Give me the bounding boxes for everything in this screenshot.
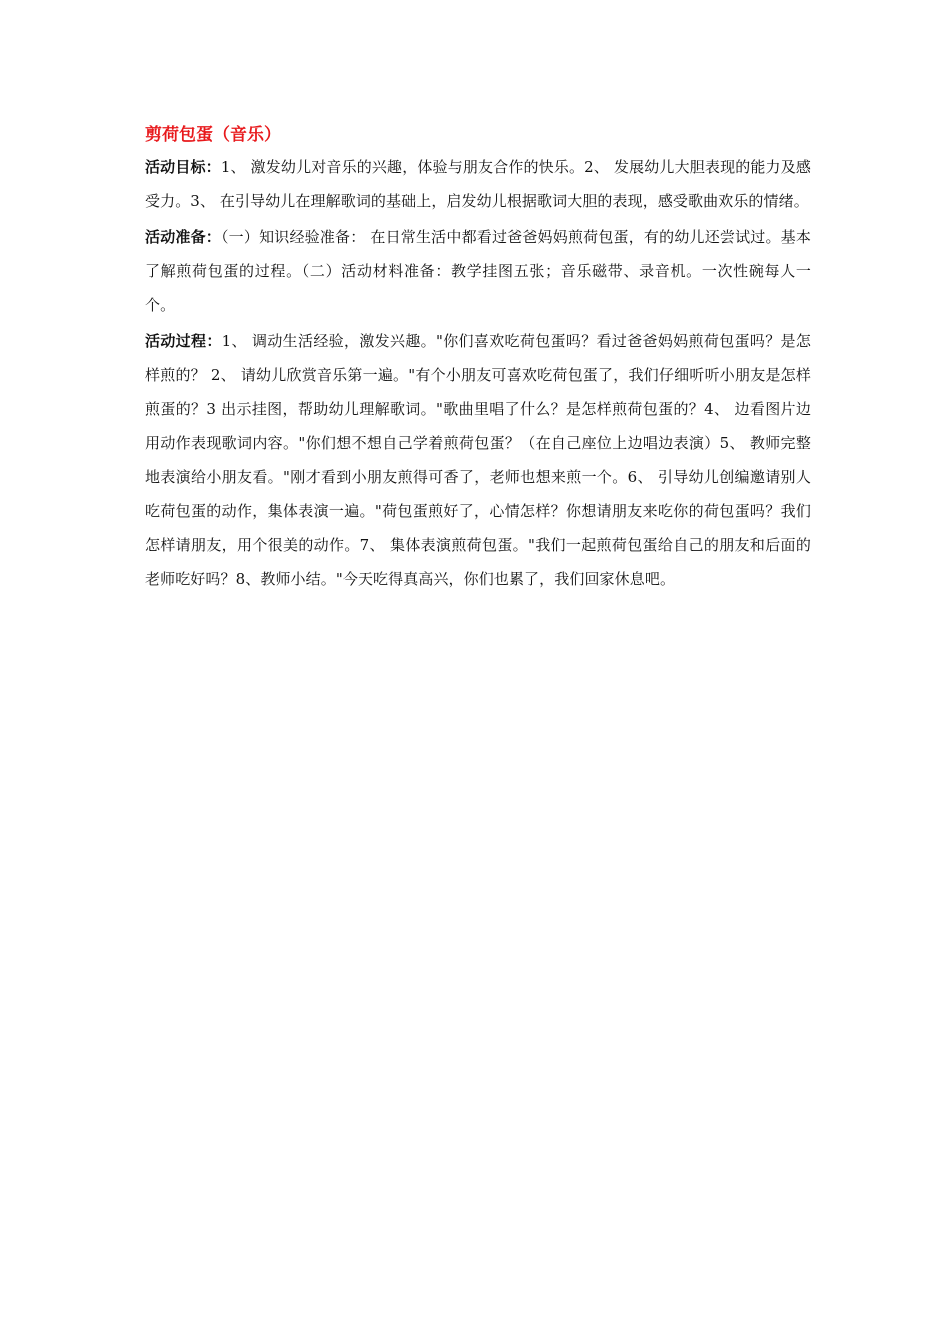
- section-preparation-label: 活动准备：: [145, 228, 221, 246]
- section-goals: [145, 150, 811, 218]
- section-preparation: [145, 220, 811, 322]
- document-page: [145, 120, 811, 598]
- section-process-text: 1、 调动生活经验，激发兴趣。"你们喜欢吃荷包蛋吗？看过爸爸妈妈煎荷包蛋吗？是怎样煎的？ 2、 请幼儿欣赏音乐第一遍。"有个小朋友可喜欢吃荷包蛋了，我们仔细听听小朋友是怎样煎蛋的？3 出示挂图，帮助幼儿理解歌词。"歌曲里唱了什么？是怎样煎荷包蛋的？4、 边看图片边用动作表现歌词内容。"你们想不想自己学着煎荷包蛋？（在自己座位上边唱边表演）5、 教师完整地表演给小朋友看。"刚才看到小朋友煎得可香了，老师也想来煎一个。6、 引导幼儿创编邀请别人吃荷包蛋的动作，集体表演一遍。"荷包蛋煎好了，心情怎样？你想请朋友来吃你的荷包蛋吗？我们怎样请朋友，用个很美的动作。7、 集体表演煎荷包蛋。"我们一起煎荷包蛋给自己的朋友和后面的老师吃好吗？8、教师小结。"今天吃得真高兴，你们也累了，我们回家休息吧。: [145, 332, 811, 588]
- section-preparation-text: （一）知识经验准备： 在日常生活中都看过爸爸妈妈煎荷包蛋，有的幼儿还尝试过。基本了解煎荷包蛋的过程。（二）活动材料准备：教学挂图五张；音乐磁带、录音机。一次性碗每人一个。: [145, 228, 811, 314]
- section-process-label: 活动过程：: [145, 332, 222, 350]
- section-process: [145, 324, 811, 596]
- section-goals-text: 1、 激发幼儿对音乐的兴趣，体验与朋友合作的快乐。2、 发展幼儿大胆表现的能力及感受力。3、 在引导幼儿在理解歌词的基础上，启发幼儿根据歌词大胆的表现，感受歌曲欢乐的情绪。: [145, 158, 811, 210]
- section-goals-label: 活动目标：: [145, 158, 221, 176]
- document-title: 剪荷包蛋（音乐）: [145, 125, 281, 145]
